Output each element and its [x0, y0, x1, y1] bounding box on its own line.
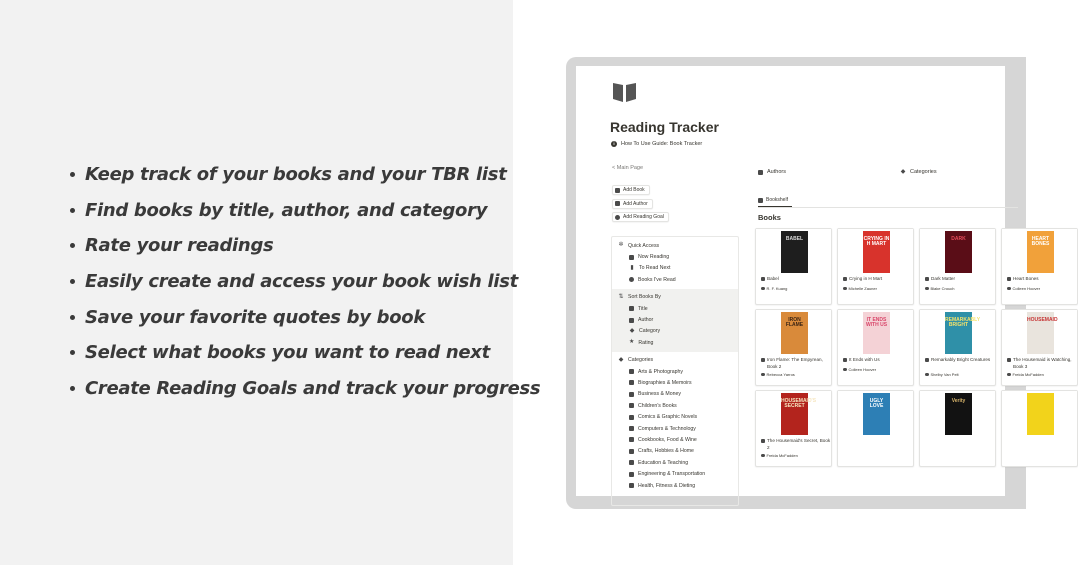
add-reading-goal-button[interactable]: [612, 212, 669, 222]
guide-link-label: How To Use Guide: Book Tracker: [621, 141, 703, 147]
person-icon: [925, 373, 929, 377]
cover-area: [1002, 310, 1077, 356]
feature-item: [70, 335, 540, 371]
book-cover: [945, 312, 981, 354]
book-cover: [1027, 393, 1054, 435]
cover-text: BABEL: [785, 236, 804, 242]
open-book-icon: [629, 255, 634, 260]
book-card[interactable]: [755, 228, 832, 305]
cover-area: [920, 310, 995, 356]
categories-heading: ◆ Categories: [618, 356, 654, 364]
book-cover: [945, 231, 972, 273]
feature-item: [70, 157, 540, 193]
view-divider: [758, 207, 1018, 208]
bullet-icon: [70, 208, 75, 213]
book-author: Rebecca Yarros: [761, 372, 831, 377]
feature-item: [70, 228, 540, 264]
book-card[interactable]: [1001, 228, 1078, 305]
sidebar-item-category[interactable]: Education & Teaching: [618, 457, 738, 468]
book-author: R. F. Kuang: [761, 286, 831, 291]
book-author: Blake Crouch: [925, 286, 995, 291]
feature-text: Create Reading Goals and track your progress: [85, 377, 541, 399]
sidebar-item-sort-title[interactable]: Title: [618, 303, 738, 314]
bullet-icon: [70, 243, 75, 248]
sidebar-item-to-read-next[interactable]: ▮ To Read Next: [630, 264, 671, 272]
person-icon: [629, 380, 634, 385]
sort-books-section: [612, 289, 738, 352]
person-icon: [1007, 287, 1011, 291]
add-author-button[interactable]: [612, 199, 653, 209]
book-cover: [945, 393, 972, 435]
book-title: The Housemaid's Secret, Book 2: [761, 438, 831, 452]
feature-text: Select what books you want to read next: [85, 342, 490, 364]
book-title: Heart Bones: [1007, 276, 1077, 283]
add-book-button[interactable]: [612, 185, 650, 195]
sparkle-icon: ✲: [618, 242, 624, 249]
camera-icon: [629, 369, 634, 374]
sidebar-item-category[interactable]: Cookbooks, Food & Wine: [618, 434, 738, 445]
book-author: Michelle Zauner: [843, 286, 913, 291]
book-card[interactable]: [755, 309, 832, 386]
book-card[interactable]: [837, 390, 914, 467]
cover-text: HEART BONES: [1031, 236, 1050, 247]
check-circle-icon: [629, 277, 634, 282]
sidebar-item-category[interactable]: Business & Money: [618, 389, 738, 400]
add-reading-goal-label: Add Reading Goal: [623, 214, 664, 220]
categories-section: [612, 352, 738, 495]
heart-icon: [629, 483, 634, 488]
graduation-cap-icon: [629, 460, 634, 465]
book-author: Freida McFadden: [1007, 372, 1077, 377]
cover-text: REMARKABLY BRIGHT: [945, 317, 981, 328]
sort-books-heading: ⇅ Sort Books By: [618, 293, 661, 301]
cover-area: [920, 391, 995, 437]
hammer-icon: [629, 449, 634, 454]
open-book-icon: [612, 81, 637, 103]
cover-area: [756, 310, 831, 356]
feature-item: [70, 264, 540, 300]
cover-text: CRYING IN H MART: [863, 236, 890, 247]
book-cover: [781, 393, 817, 435]
book-card[interactable]: [919, 228, 996, 305]
book-icon: [761, 358, 765, 362]
feature-text: Easily create and access your book wish list: [85, 271, 518, 293]
book-icon: [761, 439, 765, 443]
cover-text: DARK: [951, 236, 966, 242]
authors-column-header[interactable]: Authors: [758, 169, 786, 175]
sidebar-nav: [611, 236, 739, 506]
cover-text: Verity: [951, 398, 966, 404]
sidebar-item-category[interactable]: Children's Books: [618, 400, 738, 411]
page-title: Reading Tracker: [610, 119, 719, 135]
sort-icon: ⇅: [618, 293, 624, 300]
book-title: The Housemaid is Watching, Book 3: [1007, 357, 1077, 371]
book-cover: [1027, 312, 1058, 354]
book-card[interactable]: [1001, 390, 1078, 467]
bullet-icon: [70, 279, 75, 284]
grid-icon: [629, 415, 634, 420]
book-title: Remarkably Bright Creatures: [925, 357, 995, 364]
tag-icon: ◆: [629, 327, 635, 334]
sidebar-item-category[interactable]: Computers & Technology: [618, 423, 738, 434]
cover-area: [1002, 229, 1077, 275]
feature-list: [70, 157, 540, 406]
book-icon: [1007, 277, 1011, 281]
cover-area: [756, 229, 831, 275]
book-title: Babel: [761, 276, 831, 283]
book-card[interactable]: [837, 309, 914, 386]
book-cover: [863, 231, 890, 273]
sidebar-item-category[interactable]: Health, Fitness & Dieting: [618, 480, 738, 491]
books-heading: Books: [758, 213, 781, 222]
cover-area: [838, 391, 913, 437]
book-author: Colleen Hoover: [843, 367, 913, 372]
cover-area: [838, 229, 913, 275]
book-cover: [1027, 231, 1054, 273]
person-icon: [925, 287, 929, 291]
cover-text: HOUSEMAID'S SECRET: [781, 398, 817, 409]
book-cover: [863, 312, 890, 354]
book-icon: [925, 358, 929, 362]
star-icon: ★: [629, 339, 635, 346]
book-author: Colleen Hoover: [1007, 286, 1077, 291]
book-icon: [761, 277, 765, 281]
wrench-icon: [629, 472, 634, 477]
book-icon: [629, 306, 634, 311]
book-icon: [1007, 358, 1011, 362]
cookbook-icon: [629, 437, 634, 442]
chart-icon: [629, 392, 634, 397]
sidebar-item-category[interactable]: Crafts, Hobbies & Home: [618, 446, 738, 457]
app-screen: [576, 66, 1072, 496]
book-author: Shelby Van Pelt: [925, 372, 995, 377]
sidebar-item-sort-author[interactable]: Author: [618, 314, 738, 325]
sidebar-item-category[interactable]: Engineering & Transportation: [618, 468, 738, 479]
cover-text: IT ENDS WITH US: [865, 317, 888, 328]
cover-text: HOUSEMAID: [1027, 317, 1058, 323]
book-card[interactable]: [919, 390, 996, 467]
book-title: Dark Matter: [925, 276, 995, 283]
book-author: Freida McFadden: [761, 453, 831, 458]
book-icon: [925, 277, 929, 281]
book-card[interactable]: [919, 309, 996, 386]
tab-bookshelf[interactable]: Bookshelf: [758, 197, 788, 203]
feature-text: Rate your readings: [85, 235, 274, 257]
tag-icon: ◆: [900, 168, 906, 175]
feature-text: Save your favorite quotes by book: [85, 306, 426, 328]
person-icon: [615, 201, 620, 206]
sidebar-item-now-reading[interactable]: Now Reading: [618, 251, 738, 262]
action-buttons: [612, 185, 669, 226]
category-list: [618, 366, 738, 491]
grid-icon: [758, 198, 763, 203]
cover-area: [1002, 391, 1077, 437]
sidebar-item-sort-rating[interactable]: ★ Rating: [629, 339, 654, 346]
book-cover: [863, 393, 890, 435]
book-title: Crying in H Mart: [843, 276, 913, 283]
person-icon: [843, 287, 847, 291]
feature-item: [70, 299, 540, 335]
cover-text: UGLY LOVE: [869, 398, 884, 409]
person-icon: [629, 318, 634, 323]
child-icon: [629, 403, 634, 408]
target-icon: [615, 215, 620, 220]
categories-column-header[interactable]: ◆ Categories: [900, 168, 937, 175]
quick-access-section: [612, 237, 738, 289]
sidebar-item-category[interactable]: Comics & Graphic Novels: [618, 411, 738, 422]
book-icon: [615, 188, 620, 193]
cover-area: [838, 310, 913, 356]
book-cover: [781, 312, 808, 354]
book-card[interactable]: [837, 228, 914, 305]
person-icon: [1007, 373, 1011, 377]
sidebar-item-sort-category[interactable]: ◆ Category: [629, 327, 661, 335]
person-icon: [761, 373, 765, 377]
book-title: Iron Flame: The Empyrean, Book 2: [761, 357, 831, 371]
cover-area: [756, 391, 831, 437]
person-icon: [761, 454, 765, 458]
feature-text: Keep track of your books and your TBR list: [85, 164, 507, 186]
person-icon: [758, 170, 763, 175]
bullet-icon: [70, 386, 75, 391]
book-icon: [843, 277, 847, 281]
feature-item: [70, 193, 540, 229]
book-card[interactable]: [1001, 309, 1078, 386]
quick-access-heading: ✲ Quick Access: [618, 242, 660, 249]
book-cover: [781, 231, 808, 273]
tag-icon: ◆: [618, 356, 624, 363]
add-author-label: Add Author: [623, 200, 648, 207]
active-tab-underline: [758, 206, 792, 207]
main-page-link[interactable]: < Main Page: [612, 165, 644, 171]
sidebar-item-category[interactable]: Biographies & Memoirs: [618, 377, 738, 388]
cover-text: IRON FLAME: [785, 317, 804, 328]
bullet-icon: [70, 315, 75, 320]
person-icon: [843, 368, 847, 372]
feature-item: [70, 371, 540, 407]
monitor-icon: [629, 426, 634, 431]
bullet-icon: [70, 172, 75, 177]
info-icon: i: [611, 141, 617, 147]
bookmark-icon: ▮: [630, 264, 634, 271]
guide-link[interactable]: [611, 141, 702, 147]
person-icon: [761, 287, 765, 291]
sidebar-item-books-read[interactable]: Books I've Read: [618, 274, 738, 285]
book-card[interactable]: [755, 390, 832, 467]
add-book-label: Add Book: [623, 187, 645, 193]
feature-text: Find books by title, author, and category: [85, 199, 488, 221]
book-title: It Ends with Us: [843, 357, 913, 364]
sidebar-item-category[interactable]: Arts & Photography: [618, 366, 738, 377]
bullet-icon: [70, 350, 75, 355]
book-icon: [843, 358, 847, 362]
cover-area: [920, 229, 995, 275]
